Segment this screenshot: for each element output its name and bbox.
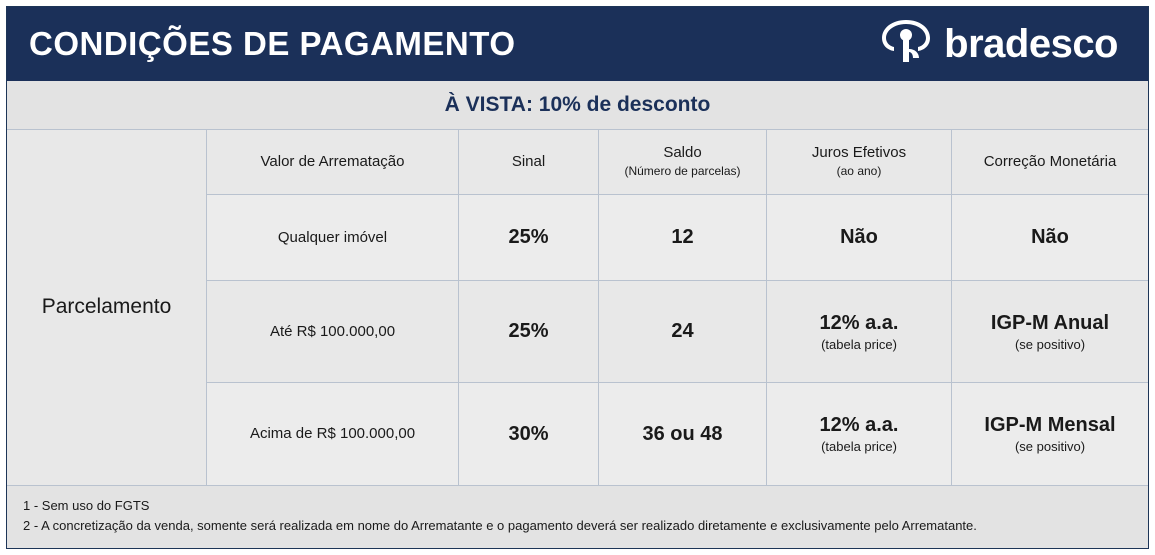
- cell-valor: [207, 281, 459, 383]
- cell-juros: [767, 195, 952, 280]
- cell-valor-text: Qualquer imóvel: [277, 228, 388, 246]
- table-grid: [207, 130, 1148, 485]
- installments-label-text: Parcelamento: [41, 295, 172, 319]
- column-header-saldo-title: Saldo: [663, 144, 702, 162]
- cell-valor: [207, 383, 459, 485]
- column-header-valor-title: Valor de Arrematação: [260, 153, 405, 170]
- cell-correcao-text: IGP-M Mensal: [984, 414, 1116, 437]
- cell-saldo: [599, 281, 767, 383]
- table-row: [207, 383, 1148, 485]
- column-header-juros-title: Juros Efetivos: [811, 144, 907, 162]
- cell-valor-text: Até R$ 100.000,00: [269, 322, 396, 340]
- column-header-juros: [767, 130, 952, 194]
- cell-correcao-note: (se positivo): [1014, 439, 1086, 455]
- cell-juros-text: 12% a.a.: [819, 311, 899, 334]
- cell-sinal-text: 25%: [508, 320, 549, 343]
- table-header-row: [207, 130, 1148, 195]
- cell-sinal-text: 30%: [508, 422, 549, 445]
- table-row: [207, 281, 1148, 384]
- column-header-sinal: [459, 130, 599, 194]
- conditions-table: [7, 130, 1148, 486]
- page-title: CONDIÇÕES DE PAGAMENTO: [29, 25, 516, 62]
- cell-saldo-text: 24: [671, 320, 694, 343]
- footnote-1: 1 - Sem uso do FGTS: [23, 497, 150, 513]
- cell-sinal: [459, 195, 599, 280]
- column-header-correcao: [952, 130, 1148, 194]
- cell-sinal: [459, 383, 599, 485]
- document-frame: [6, 6, 1149, 549]
- cell-correcao: [952, 383, 1148, 485]
- cell-correcao: [952, 281, 1148, 383]
- footnotes: [7, 486, 1148, 548]
- table-row: [207, 195, 1148, 281]
- cash-discount-banner: [7, 81, 1148, 130]
- cell-sinal-text: 25%: [508, 226, 549, 249]
- column-header-saldo: [599, 130, 767, 194]
- cell-juros-note: (tabela price): [821, 439, 897, 455]
- column-header-saldo-subtitle: (Número de parcelas): [624, 164, 741, 179]
- cell-sinal: [459, 281, 599, 383]
- brand-name: bradesco: [944, 22, 1118, 66]
- brand-lockup: [876, 16, 1132, 73]
- column-header-correcao-title: Correção Monetária: [983, 153, 1117, 170]
- cell-correcao-text: Não: [1031, 226, 1069, 249]
- cash-discount-text: À VISTA: 10% de desconto: [444, 93, 711, 116]
- column-header-sinal-title: Sinal: [511, 153, 546, 170]
- cell-correcao-text: IGP-M Anual: [990, 311, 1110, 334]
- cell-juros-note: (tabela price): [821, 336, 897, 352]
- cell-saldo-text: 12: [671, 226, 694, 249]
- document-header: [7, 7, 1148, 81]
- cell-valor: [207, 195, 459, 280]
- cell-saldo-text: 36 ou 48: [642, 422, 723, 445]
- cell-correcao-note: (se positivo): [1014, 336, 1086, 352]
- cell-juros-text: 12% a.a.: [819, 414, 899, 437]
- column-header-valor: [207, 130, 459, 194]
- cell-correcao: [952, 195, 1148, 280]
- cell-valor-text: Acima de R$ 100.000,00: [249, 425, 416, 443]
- footnote-2: 2 - A concretização da venda, somente será realizada em nome do Arrematante e o pagamento deverá ser realizado diretamente e exclusivamente pelo Arrematante.: [23, 517, 977, 533]
- cell-juros: [767, 383, 952, 485]
- cell-juros: [767, 281, 952, 383]
- cell-saldo: [599, 195, 767, 280]
- column-header-juros-subtitle: (ao ano): [836, 164, 882, 179]
- cell-saldo: [599, 383, 767, 485]
- bradesco-tree-icon: [876, 16, 936, 73]
- installments-row-label: [7, 130, 207, 485]
- cell-juros-text: Não: [840, 226, 878, 249]
